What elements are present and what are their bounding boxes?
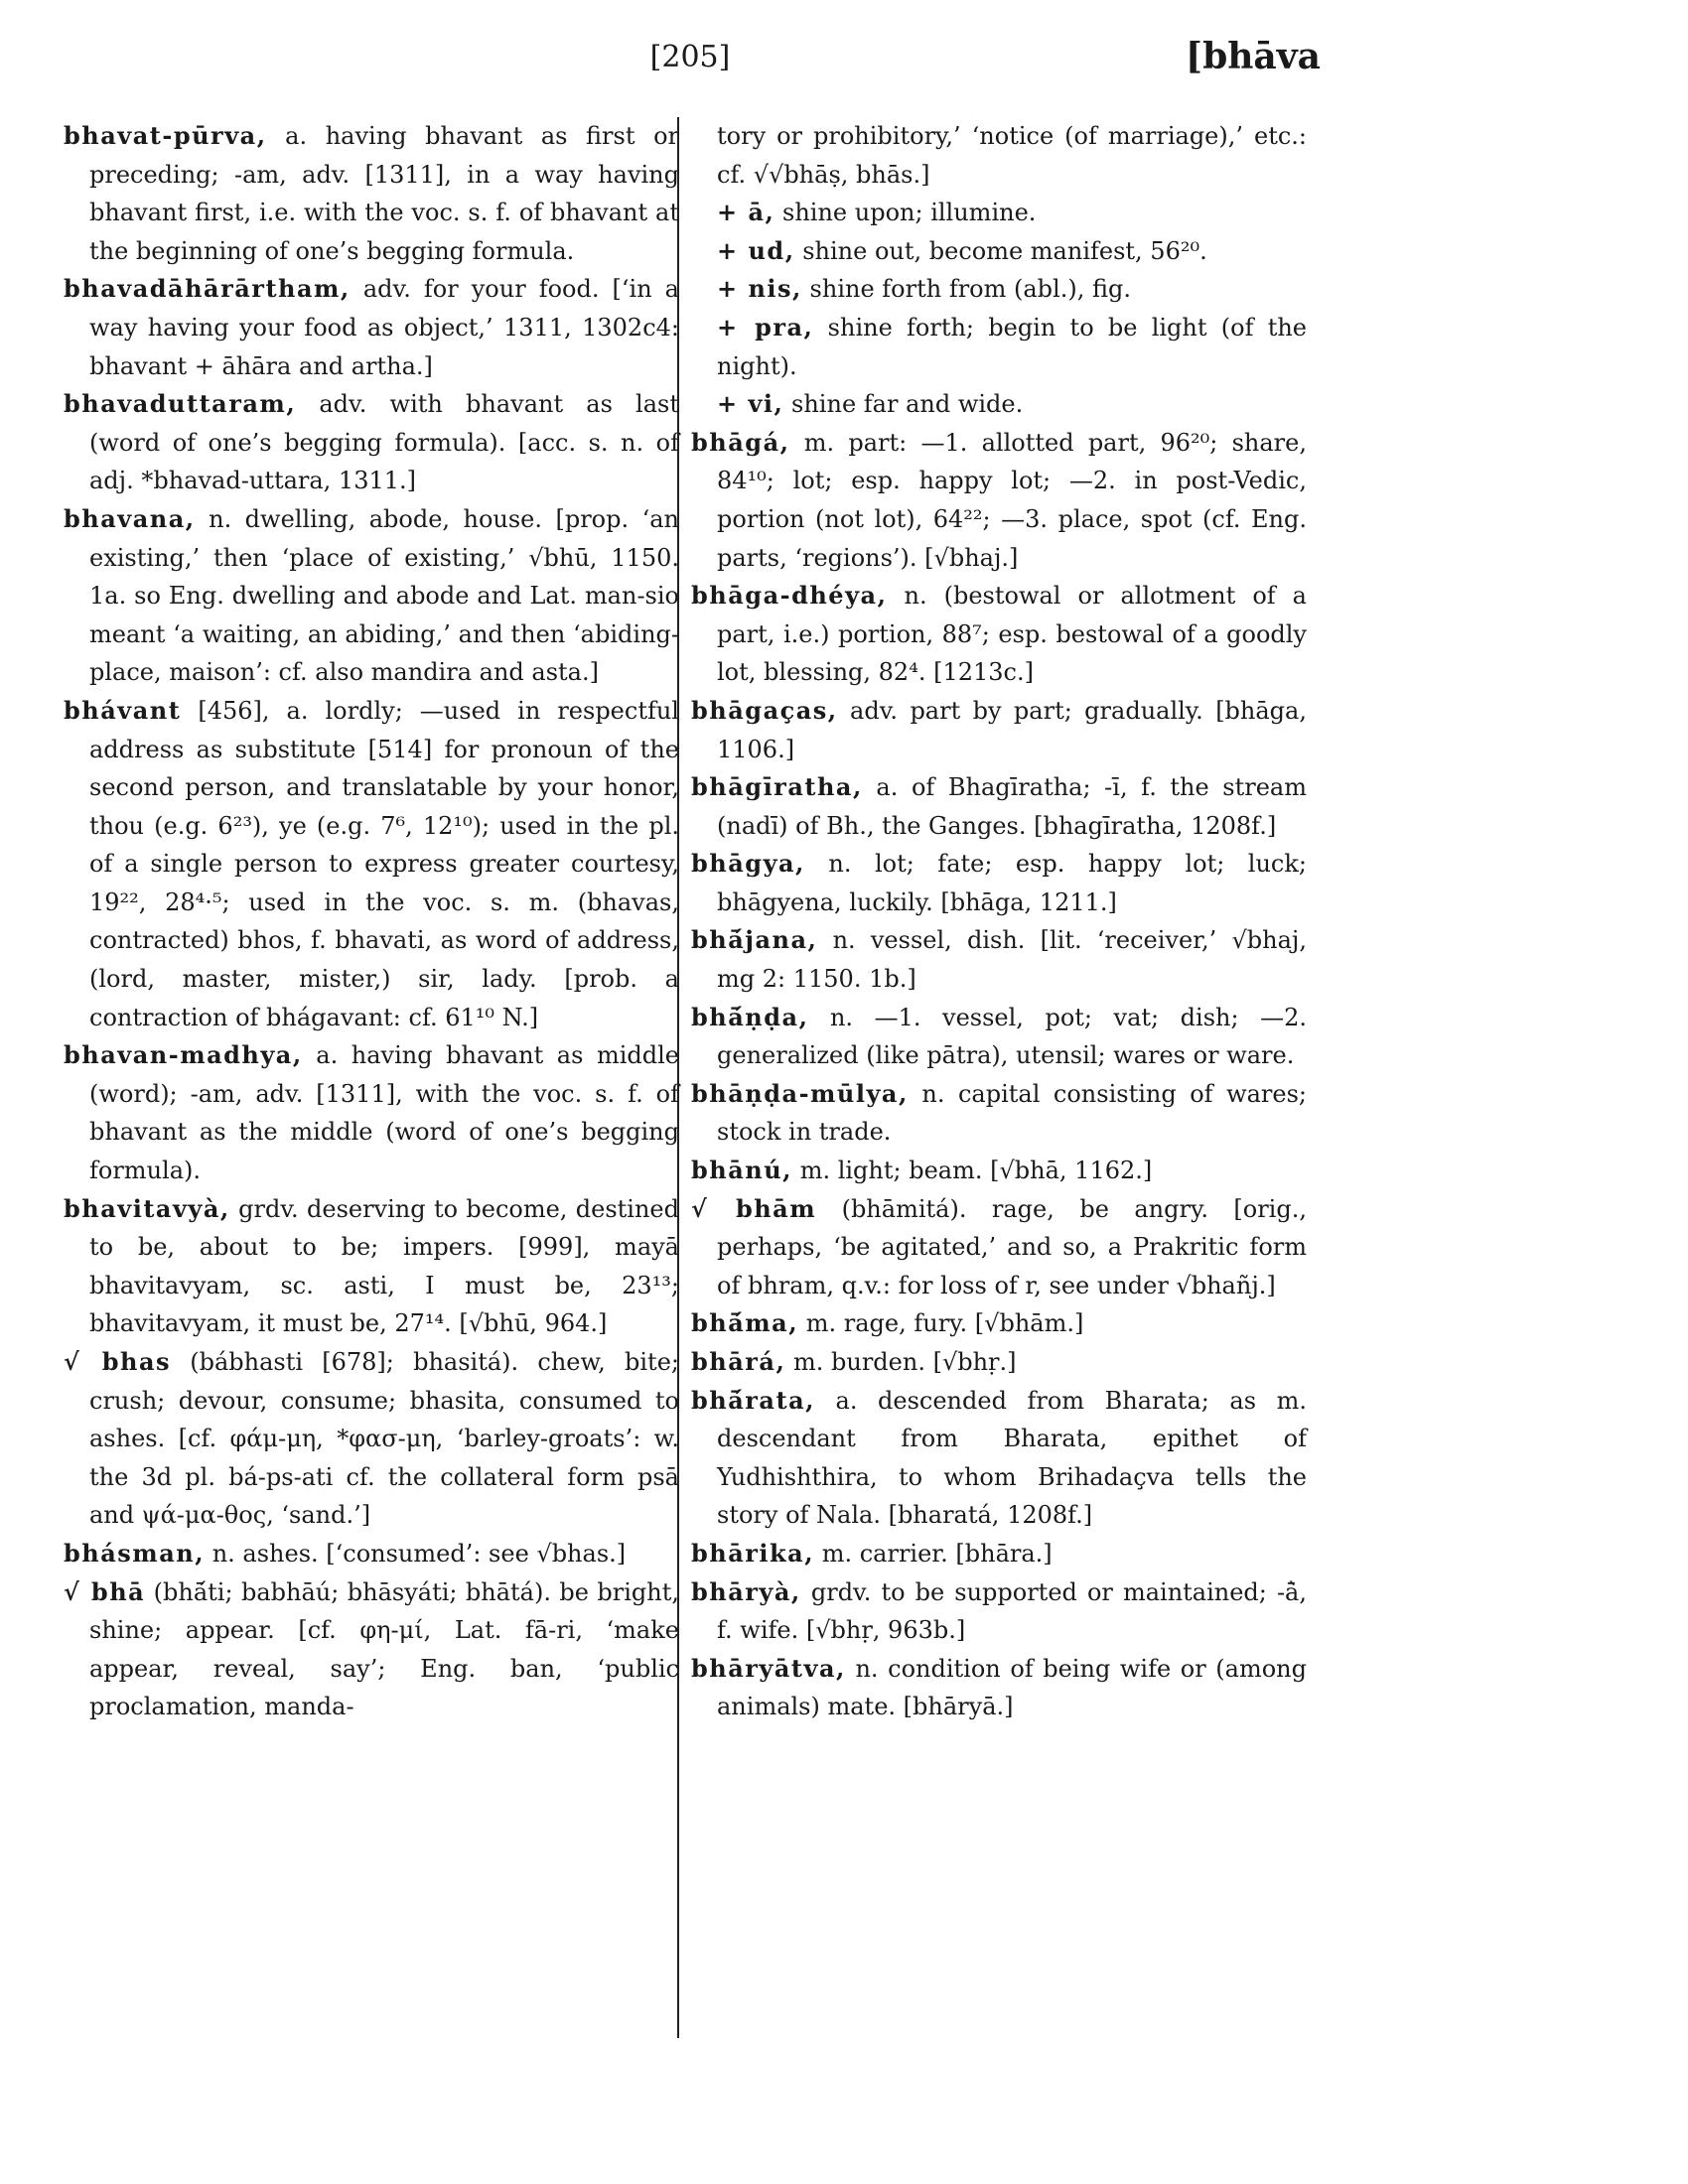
dictionary-entry <box>691 845 1307 921</box>
dictionary-entry <box>691 424 1307 577</box>
headword: √ bhas <box>64 1347 172 1376</box>
verb-prefix-entry <box>691 194 1307 232</box>
dictionary-entry <box>691 1152 1307 1190</box>
dictionary-entry <box>64 500 679 692</box>
headword: √ bhām <box>691 1193 817 1223</box>
headword: bhávant <box>64 695 182 725</box>
dictionary-entry <box>64 117 679 270</box>
dictionary-entry <box>691 692 1307 768</box>
dictionary-entry <box>64 692 679 1036</box>
dictionary-entry <box>64 1036 679 1189</box>
verb-prefix-entry <box>691 270 1307 309</box>
page-number: [205] <box>649 40 731 74</box>
entry-continuation <box>691 117 1307 194</box>
headword: bhavana, <box>64 503 196 533</box>
definition: (bhāmitá). rage, be angry. [orig., perhaps, ‘be agitated,’ and so, a Prakritic form of bhram, q.v.: for loss of r, see under √bhañj.] <box>717 1194 1307 1299</box>
definition: n. ashes. [‘consumed’: see √bhas.] <box>211 1539 627 1568</box>
dictionary-entry <box>64 1573 679 1726</box>
definition: tory or prohibitory,’ ‘notice (of marriage),’ etc.: cf. √√bhāṣ, bhās.] <box>717 122 1307 189</box>
definition: n. dwelling, abode, house. [prop. ‘an existing,’ then ‘place of existing,’ √bhū, 1150. 1a. so Eng. dwelling and abode and Lat. man-sio meant ‘a waiting, an abiding,’ and then ‘abiding-place, maison’: cf. also mandira and asta.] <box>89 504 679 687</box>
dictionary-entry <box>64 1190 679 1343</box>
definition: m. burden. [√bhṛ.] <box>792 1348 1017 1376</box>
definition: shine far and wide. <box>791 390 1024 419</box>
headword: bhāgīratha, <box>691 772 863 802</box>
headword: bhavadāhārārtham, <box>64 274 351 304</box>
definition: a. descended from Bharata; as m. descendant from Bharata, epithet of Yudhishthira, to whom Brihadaçva tells the story of Nala. [bharatá, 1208f.] <box>717 1386 1307 1530</box>
headword: bhā́ma, <box>691 1308 799 1338</box>
page-header <box>60 36 1321 91</box>
verb-prefix-entry <box>691 309 1307 385</box>
dictionary-entry <box>691 1535 1307 1573</box>
dictionary-entry <box>64 270 679 385</box>
definition: n. lot; fate; esp. happy lot; luck; bhāgyena, luckily. [bhāga, 1211.] <box>717 850 1307 916</box>
dictionary-entry <box>691 1573 1307 1650</box>
headword: bhārá, <box>691 1347 786 1376</box>
definition: n. —1. vessel, pot; vat; dish; —2. generalized (like pātra), utensil; wares or ware. <box>717 1003 1307 1070</box>
headword: bhavitavyà, <box>64 1193 230 1223</box>
dictionary-entry <box>691 768 1307 845</box>
headword: bhavaduttaram, <box>64 389 297 419</box>
headword: bhāgá, <box>691 427 790 457</box>
definition: adv. part by part; gradually. [bhāga, 1106.] <box>717 696 1307 763</box>
definition: n. capital consisting of wares; stock in trade. <box>717 1079 1308 1147</box>
dictionary-entry <box>691 1304 1307 1343</box>
headword: bhārika, <box>691 1538 815 1568</box>
headword: bhásman, <box>64 1538 206 1568</box>
definition: a. having bhavant as first or preceding; -am, adv. [1311], in a way having bhavant first, i.e. with the voc. s. f. of bhavant at the beginning of one’s begging formula. <box>89 122 679 265</box>
prefix: + vi, <box>717 389 784 419</box>
headword: bhāryà, <box>691 1576 801 1606</box>
dictionary-entry <box>64 1343 679 1535</box>
dictionary-entry <box>691 1382 1307 1535</box>
definition: n. condition of being wife or (among animals) mate. [bhāryā.] <box>717 1654 1307 1721</box>
definition: m. carrier. [bhāra.] <box>821 1539 1053 1568</box>
definition: shine upon; illumine. <box>782 199 1037 227</box>
definition: grdv. deserving to become, destined to be, about to be; impers. [999], mayā bhavitavyam, sc. asti, I must be, 23¹³; bhavitavyam, it must be, 27¹⁴. [√bhū, 964.] <box>89 1194 679 1338</box>
headword: bhā́rata, <box>691 1385 815 1415</box>
headword: bhā́ṇḍa, <box>691 1002 809 1031</box>
definition: n. vessel, dish. [lit. ‘receiver,’ √bhaj, mg 2: 1150. 1b.] <box>717 926 1307 994</box>
prefix: + ā, <box>717 198 775 227</box>
right-column <box>691 117 1307 1726</box>
dictionary-entry <box>64 1535 679 1573</box>
dictionary-entry <box>691 1075 1307 1152</box>
definition: a. having bhavant as middle (word); -am, adv. [1311], with the voc. s. f. of bhavant as the middle (word of one’s begging formula). <box>89 1041 679 1185</box>
running-head: [bhāva <box>1186 36 1321 77</box>
headword: √ bhā <box>64 1576 146 1606</box>
left-column <box>64 117 679 1726</box>
definition: a. of Bhagīratha; -ī, f. the stream (nadī) of Bh., the Ganges. [bhagīratha, 1208f.] <box>717 773 1307 840</box>
dictionary-entry <box>64 385 679 500</box>
dictionary-entry <box>691 1190 1307 1305</box>
prefix: + nis, <box>717 274 802 304</box>
definition: adv. with bhavant as last (word of one’s begging formula). [acc. s. n. of adj. *bhavad-uttara, 1311.] <box>89 390 679 495</box>
definition: grdv. to be supported or maintained; -ā̀, f. wife. [√bhṛ, 963b.] <box>717 1577 1307 1645</box>
definition: n. (bestowal or allotment of a part, i.e.) portion, 88⁷; esp. bestowal of a goodly lot, blessing, 82⁴. [1213c.] <box>717 582 1307 687</box>
dictionary-entry <box>691 1343 1307 1382</box>
definition: adv. for your food. [‘in a way having your food as object,’ 1311, 1302c4: bhavant + āhāra and artha.] <box>89 275 679 380</box>
dictionary-entry <box>691 577 1307 692</box>
definition: shine forth from (abl.), fig. <box>809 275 1131 304</box>
definition: (bábhasti [678]; bhasitá). chew, bite; crush; devour, consume; bhasita, consumed to ashes. [cf. φάμ-μη, *φασ-μη, ‘barley-groats’: w. the 3d pl. bá-ps-ati cf. the collateral form psā and ψά-μα-θος, ‘sand.’] <box>89 1348 679 1530</box>
headword: bhāgya, <box>691 849 805 879</box>
headword: bhavat-pūrva, <box>64 121 267 150</box>
prefix: + ud, <box>717 235 795 265</box>
headword: bhānú, <box>691 1156 793 1185</box>
headword: bhā́jana, <box>691 925 818 955</box>
headword: bhavan-madhya, <box>64 1040 303 1070</box>
definition: (bhā́ti; babhāú; bhāsyáti; bhātá). be bright, shine; appear. [cf. φη-μί, Lat. fā-ri, ‘make appear, reveal, say’; Eng. ban, ‘public proclamation, manda- <box>89 1577 679 1721</box>
headword: bhāga-dhéya, <box>691 581 888 611</box>
prefix: + pra, <box>717 312 814 341</box>
dictionary-entry <box>691 999 1307 1075</box>
definition: m. part: —1. allotted part, 96²⁰; share, 84¹⁰; lot; esp. happy lot; —2. in post-Vedic, portion (not lot), 64²²; —3. place, spot (cf. Eng. parts, ‘regions’). [√bhaj.] <box>717 428 1307 572</box>
headword: bhāṇḍa-mūlya, <box>691 1078 909 1108</box>
dictionary-entry <box>691 921 1307 998</box>
verb-prefix-entry <box>691 232 1307 271</box>
headword: bhāryātva, <box>691 1653 846 1683</box>
dictionary-entry <box>691 1650 1307 1726</box>
definition: [456], a. lordly; —used in respectful address as substitute [514] for pronoun of the second person, and translatable by your honor, thou (e.g. 6²³), ye (e.g. 7⁶, 12¹⁰); used in the pl. of a single person to express greater courtesy, 19²², 28⁴·⁵; used in the voc. s. m. (bhavas, contracted) bhos, f. bhavati, as word of address, (lord, master, mister,) sir, lady. [prob. a contraction of bhágavant: cf. 61¹⁰ N.] <box>89 696 679 1031</box>
definition: m. rage, fury. [√bhām.] <box>805 1309 1084 1338</box>
verb-prefix-entry <box>691 385 1307 424</box>
headword: bhāgaças, <box>691 695 838 725</box>
definition: shine out, become manifest, 56²⁰. <box>802 236 1207 265</box>
definition: shine forth; begin to be light (of the night). <box>717 313 1308 380</box>
definition: m. light; beam. [√bhā, 1162.] <box>799 1157 1153 1185</box>
